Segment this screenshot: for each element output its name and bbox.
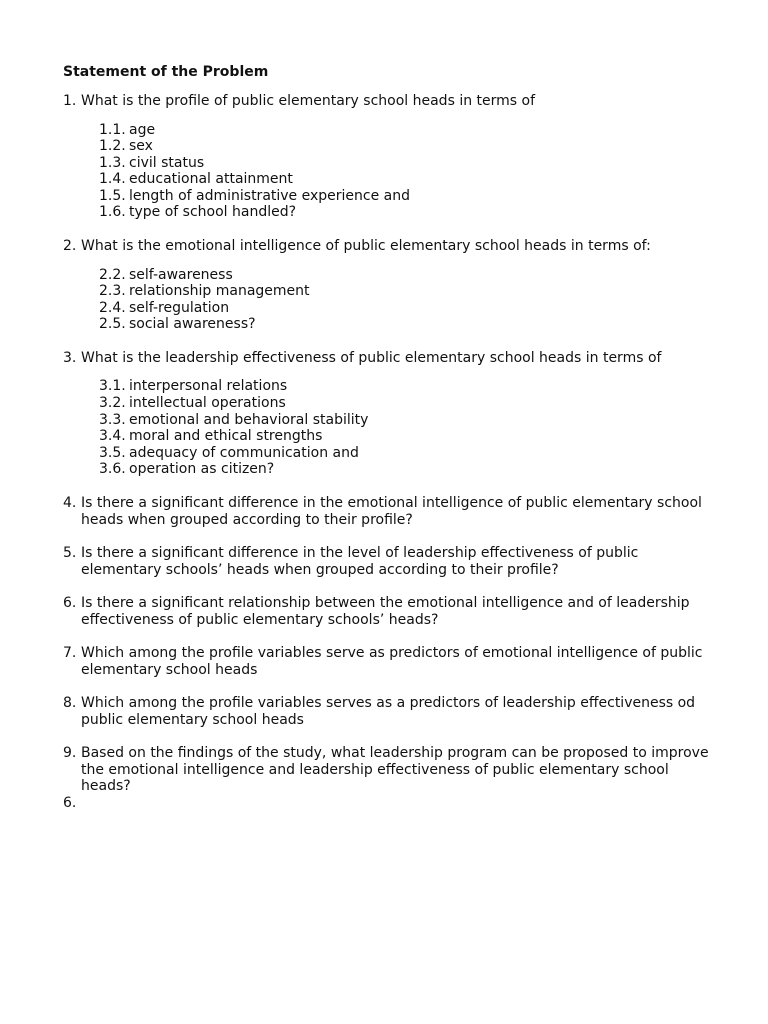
question-text: Which among the profile variables serves as a predictors of leadership effectiveness od public elementary school heads — [81, 695, 696, 728]
question-number: 9. — [63, 745, 77, 761]
question-spacer — [63, 221, 713, 238]
sub-item-text: sex — [129, 138, 153, 155]
sub-item — [99, 316, 713, 333]
question-number: 3. — [63, 349, 77, 366]
sub-item-number: 1.1. — [99, 121, 126, 138]
question-text — [81, 795, 713, 812]
sub-item-text: self-awareness — [129, 266, 233, 283]
sub-item — [99, 155, 713, 172]
sub-item — [99, 378, 713, 395]
sub-item — [99, 188, 713, 205]
question-number: 8. — [63, 695, 77, 711]
sub-item-text: adequacy of communication and — [129, 444, 359, 461]
sub-item — [99, 445, 713, 462]
question-number: 4. — [63, 495, 77, 511]
sub-item — [99, 204, 713, 221]
sub-item-text: age — [129, 121, 156, 138]
question-number: 5. — [63, 545, 77, 561]
question-item — [63, 350, 713, 367]
question-item — [63, 695, 713, 728]
sub-item-list — [99, 378, 713, 478]
question-text: Is there a significant difference in the level of leadership effectiveness of public elementary schools’ heads when grouped according to their profile? — [81, 545, 639, 578]
question-text: Based on the findings of the study, what leadership program can be proposed to improve the emotional intelligence and leadership effectiveness of public elementary school heads? — [81, 745, 709, 794]
sub-item-number: 3.4. — [99, 428, 126, 445]
question-item — [63, 545, 713, 578]
sub-item-text: interpersonal relations — [129, 378, 288, 395]
sub-item-text: length of administrative experience and — [129, 187, 411, 204]
question-number: 6. — [63, 595, 77, 611]
question-number: 6. — [63, 794, 77, 811]
sub-item-text: emotional and behavioral stability — [129, 411, 369, 428]
sub-item-number: 3.3. — [99, 411, 126, 428]
question-item — [63, 495, 713, 528]
document-page — [63, 64, 713, 811]
question-text: Which among the profile variables serve as predictors of emotional intelligence of public elementary school heads — [81, 645, 703, 678]
sub-item — [99, 122, 713, 139]
sub-item — [99, 300, 713, 317]
question-item — [63, 93, 713, 110]
sub-item — [99, 395, 713, 412]
question-spacer — [63, 578, 713, 595]
sub-item-number: 3.2. — [99, 395, 126, 412]
question-item — [63, 745, 713, 795]
sub-item-list — [99, 267, 713, 333]
question-text: What is the leadership effectiveness of public elementary school heads in terms of — [81, 349, 662, 366]
sub-item — [99, 171, 713, 188]
sub-item-number: 2.5. — [99, 316, 126, 333]
sub-item — [99, 267, 713, 284]
sub-item-number: 3.1. — [99, 378, 126, 395]
document-title: Statement of the Problem — [63, 64, 269, 80]
sub-item-text: educational attainment — [129, 171, 293, 188]
sub-item — [99, 412, 713, 429]
sub-item-number: 2.4. — [99, 299, 126, 316]
question-item — [63, 645, 713, 678]
sub-item-text: type of school handled? — [129, 204, 297, 221]
sub-item — [99, 283, 713, 300]
sub-item-number: 1.4. — [99, 171, 126, 188]
sub-item-text: social awareness? — [129, 316, 256, 333]
sub-item-list — [99, 122, 713, 222]
sub-item-text: self-regulation — [129, 299, 230, 316]
sub-item-number: 2.2. — [99, 266, 126, 283]
question-text: What is the profile of public elementary school heads in terms of — [81, 93, 536, 109]
question-spacer — [63, 728, 713, 745]
question-item — [63, 795, 713, 812]
sub-item-number: 1.2. — [99, 138, 126, 155]
sub-item-text: intellectual operations — [129, 395, 286, 412]
question-text: What is the emotional intelligence of public elementary school heads in terms of: — [81, 238, 651, 255]
question-spacer — [63, 478, 713, 495]
question-item — [63, 238, 713, 255]
question-list — [63, 93, 713, 811]
sub-item-number: 1.3. — [99, 154, 126, 171]
question-number: 1. — [63, 93, 77, 109]
sub-item-number: 1.6. — [99, 204, 126, 221]
sub-item-number: 3.5. — [99, 444, 126, 461]
sub-item — [99, 428, 713, 445]
sub-item-text: operation as citizen? — [129, 461, 275, 478]
sub-item-text: relationship management — [129, 283, 310, 300]
sub-item — [99, 138, 713, 155]
question-item — [63, 595, 713, 628]
question-spacer — [63, 678, 713, 695]
sub-item-number: 1.5. — [99, 187, 126, 204]
sub-item-number: 3.6. — [99, 461, 126, 478]
sub-item-text: civil status — [129, 154, 205, 171]
question-spacer — [63, 333, 713, 350]
question-text: Is there a significant relationship between the emotional intelligence and of leadership effectiveness of public elementary schools’ heads? — [81, 595, 690, 628]
sub-item-number: 2.3. — [99, 283, 126, 300]
question-spacer — [63, 528, 713, 545]
sub-item-text: moral and ethical strengths — [129, 428, 323, 445]
sub-item — [99, 461, 713, 478]
question-number: 2. — [63, 238, 77, 255]
question-text: Is there a significant difference in the emotional intelligence of public elementary school heads when grouped according to their profile? — [81, 495, 702, 528]
question-spacer — [63, 628, 713, 645]
question-number: 7. — [63, 645, 77, 661]
